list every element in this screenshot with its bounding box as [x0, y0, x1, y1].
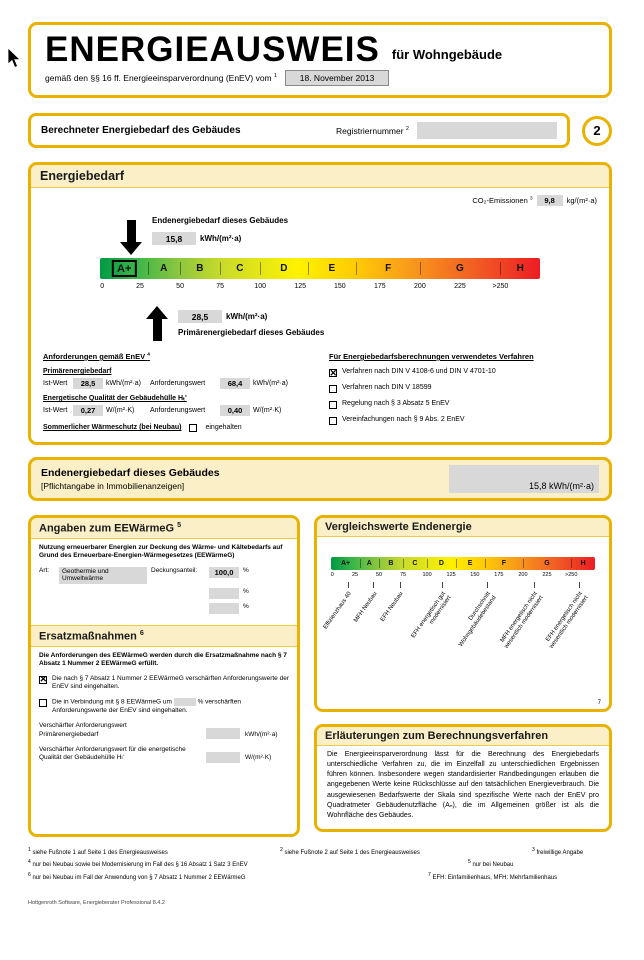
verschaerfter-wert-unit: kWh/(m²·a) [245, 730, 278, 738]
footnote: $^7$ EFH: Einfamilienhaus, MFH: Mehrfamilienhaus [428, 871, 558, 881]
energy-class: H [580, 560, 586, 567]
vergleichswerte-panel [314, 515, 612, 712]
energy-class: G [544, 560, 550, 567]
art-label: Art: [39, 566, 50, 574]
vergleich-marker [487, 582, 488, 588]
percent-field[interactable] [174, 698, 196, 706]
endbar-title: Endenergiebedarf dieses Gebäudes [41, 467, 220, 479]
verschaerfter-wert-row [39, 722, 289, 739]
anforderungen-title: Anforderungen gemäß EnEV $^4$ [43, 352, 150, 361]
vergleich-marker [373, 582, 374, 588]
footnote: $^5$ nur bei Neubau [468, 859, 514, 869]
anforderungswert-unit: kWh/(m²·a) [253, 380, 288, 387]
art-field[interactable]: Geothermie und Umweltwärme [59, 567, 147, 585]
sommerlicher-waermeschutz-row [43, 421, 315, 434]
scale-tick: >250 [492, 283, 509, 290]
eewaermeg-intro: Nutzung erneuerbarer Energien zur Deckung des Wärme- und Kältebedarfs auf Grund des Erneuerbare-Energien-Wärmegesetzes (EEWärmeG) [39, 543, 283, 560]
scale-separator [260, 262, 261, 275]
anforderungen-section [43, 352, 315, 434]
scale-tick: >250 [565, 572, 578, 578]
scale-separator [485, 559, 486, 568]
verschaerfter-wert-field[interactable] [206, 752, 240, 763]
primary-energy-arrow-icon [146, 306, 168, 341]
energy-class: D [438, 560, 444, 567]
gebaeudehuelle-row [43, 405, 315, 416]
verschaerfter-wert-row [39, 746, 289, 763]
endbar-value-field[interactable]: 15,8 kWh/(m²·a) [449, 465, 599, 493]
mouse-cursor-icon [7, 48, 23, 70]
scale-tick: 100 [422, 572, 432, 578]
sommerlicher-waermeschutz-heading: Sommerlicher Wärmeschutz (bei Neubau) [43, 424, 182, 431]
scale-separator [523, 559, 524, 568]
scale-tick: 125 [446, 572, 456, 578]
energy-class: H [516, 263, 524, 274]
ersatzmassnahmen-title: Ersatzmaßnahmen $^6$ [31, 625, 297, 647]
energy-class: B [388, 560, 394, 567]
energy-class: C [236, 263, 244, 274]
scale-tick: 175 [373, 283, 386, 290]
anforderungswert-unit: W/(m²·K) [253, 407, 282, 414]
ersatz-option [39, 675, 289, 692]
percent-unit: % [243, 603, 249, 611]
footnotes [28, 847, 612, 882]
vergleich-label: MFH energetisch nicht wesentlich modernisiert [499, 591, 545, 650]
energy-class: A+ [340, 560, 351, 567]
eingehalten-checkbox[interactable] [189, 424, 197, 432]
energy-class: D [280, 263, 288, 274]
energy-class: A [366, 560, 372, 567]
energy-scale [100, 210, 540, 350]
software-credit: Hottgenroth Software, Energieberater Professional 8.4.2 [28, 900, 165, 907]
energiebedarf-panel [28, 162, 612, 445]
energy-class: B [196, 263, 204, 274]
erlaeuterungen-body: Die Energieeinsparverordnung lässt für die Berechnung des Energiebedarfs unterschiedliche Verfahren zu, die im Einzelfall zu unterschiedlichen Ergebnissen führen können. Insbesondere wegen standardisierter Randbedingungen erlauben die angegebenen Werte keine Rückschlüsse auf den tatsächlichen Energieverbrauch. Die ausgewiesenen Bedarfswerte der Skala sind spezifische Werte nach der EnEV pro Quadratmeter Gebäudenutzfläche (Aₙ), die im Allgemeinen größer ist als die Wohnfläche des Gebäudes. [327, 751, 599, 819]
scale-tick: 50 [375, 572, 383, 578]
ersatz-checkbox[interactable] [39, 699, 47, 707]
scale-tick: 225 [454, 283, 466, 290]
verschaerfter-wert-field[interactable] [206, 728, 240, 739]
energy-class-a-plus-highlighted: A+ [112, 260, 136, 277]
scale-separator [571, 559, 572, 568]
scale-tick: 75 [400, 572, 407, 578]
energy-class: F [501, 560, 507, 567]
footnote: $^4$ nur bei Neubau sowie bei Modernisierung im Fall des § 16 Absatz 1 Satz 3 EnEV [28, 859, 248, 869]
gebaeudehuelle-heading: Energetische Qualität der Gebäudehülle Hₜ' [43, 395, 187, 402]
primary-energy-unit: kWh/(m²·a) [226, 312, 268, 321]
verschaerfter-wert-unit: W/(m²·K) [245, 754, 272, 762]
vergleich-footnote: 7 [597, 700, 601, 706]
vergleich-marker [534, 582, 535, 588]
ersatz-option [39, 698, 289, 716]
footnote: $^6$ nur bei Neubau im Fall der Anwendung von § 7 Absatz 1 Nummer 2 EEWärmeG [28, 871, 246, 881]
scale-separator [500, 262, 501, 275]
vergleich-marker-row [331, 582, 595, 588]
verfahren-section [329, 352, 597, 434]
scale-tick: 175 [494, 572, 504, 578]
footnote: $^2$ siehe Fußnote 2 auf Seite 1 des Energieausweises [280, 847, 420, 856]
deckungsanteil-field[interactable]: 100,0 [209, 567, 239, 578]
nutzung-row [39, 588, 289, 599]
co2-emissions-row [41, 192, 599, 206]
registration-number-label: Registriernummer $^2$ [336, 125, 409, 136]
registration-bar [28, 113, 570, 148]
verschaerfter-wert-label: Verschärfter Anforderungswert Primärenergiebedarf [39, 722, 127, 738]
header-box [28, 22, 612, 98]
registration-number-field[interactable] [417, 122, 557, 139]
vergleich-tick-row [331, 572, 595, 579]
scale-tick: 150 [333, 283, 346, 290]
percent-unit: % [243, 566, 249, 574]
endenergiebedarf-bar [28, 457, 612, 501]
document-title: ENERGIEAUSWEIS [45, 30, 380, 69]
scale-tick-row [100, 283, 540, 292]
endbar-subtitle: [Pflichtangabe in Immobilienanzeigen] [41, 481, 185, 491]
energy-class: E [467, 560, 473, 567]
scale-tick: 0 [330, 572, 334, 578]
energieausweis-page [28, 22, 612, 906]
scale-tick: 25 [136, 283, 144, 290]
anforderungswert-field[interactable]: 0,40 [220, 405, 250, 416]
co2-label: CO₂-Emissionen $^3$ [472, 196, 533, 205]
verfahren-option [329, 368, 597, 377]
document-subtitle: für Wohngebäude [391, 47, 503, 62]
verfahren-option-label: Regelung nach § 3 Absatz 5 EnEV [342, 400, 450, 407]
issue-date-field[interactable]: 18. November 2013 [285, 70, 389, 86]
deckungsanteil-field[interactable] [209, 588, 239, 599]
scale-separator [308, 262, 309, 275]
verfahren-checkbox[interactable] [329, 369, 337, 377]
anforderungswert-field[interactable]: 68,4 [220, 378, 250, 389]
primary-energy-label: Primärenergiebedarf dieses Gebäudes [178, 328, 325, 337]
verfahren-checkbox[interactable] [329, 385, 337, 393]
vergleich-label: EFH energetisch nicht wesentlich modernisiert [545, 591, 590, 650]
energy-class: A [160, 263, 168, 274]
ist-wert-label: Ist-Wert [43, 380, 68, 387]
page-number-badge: 2 [582, 116, 612, 146]
vergleich-scale-band [331, 557, 595, 570]
vergleich-title: Vergleichswerte Endenergie [317, 518, 609, 537]
vergleich-label: EFH Neubau [379, 591, 405, 623]
erlaeuterungen-panel [314, 724, 612, 832]
anforderungswert-label: Anforderungswert [150, 380, 206, 387]
scale-separator [427, 559, 428, 568]
scale-separator [148, 262, 149, 275]
scale-separator [403, 559, 404, 568]
deckungsanteil-label: Deckungsanteil: [151, 566, 198, 574]
verfahren-option-label: Verfahren nach DIN V 4108-6 und DIN V 4701-10 [342, 368, 496, 375]
law-reference-text: gemäß den §§ 16 ff. Energieeinsparverordnung (EnEV) vom $^1$ [45, 73, 278, 83]
scale-tick: 200 [414, 283, 426, 290]
ist-wert-field[interactable]: 0,27 [73, 405, 103, 416]
verfahren-option [329, 384, 597, 393]
scale-tick: 200 [518, 572, 528, 578]
ersatz-checkbox[interactable] [39, 676, 47, 684]
ist-wert-unit: kWh/(m²·a) [106, 380, 141, 387]
footnote: $^3$ freiwillige Angabe [532, 847, 584, 856]
vergleich-marker [579, 582, 580, 588]
energy-class: C [412, 560, 418, 567]
primaerenergiebedarf-heading: Primärenergiebedarf [43, 368, 112, 375]
erlaeuterungen-title: Erläuterungen zum Berechnungsverfahren [317, 727, 609, 746]
ist-wert-label: Ist-Wert [43, 407, 68, 414]
ist-wert-unit: W/(m²·K) [106, 407, 135, 414]
scale-separator [220, 262, 221, 275]
scale-separator [420, 262, 421, 275]
verfahren-option-label: Vereinfachungen nach § 9 Abs. 2 EnEV [342, 416, 465, 423]
primary-energy-value-field[interactable]: 28,5 [178, 310, 222, 323]
end-energy-arrow-icon [120, 220, 142, 255]
ersatzmassnahmen-intro: Die Anforderungen des EEWärmeG werden durch die Ersatzmaßnahme nach § 7 Absatz 1 Nummer 2 EEWärmeG erfüllt. [39, 651, 287, 668]
vergleich-marker [400, 582, 401, 588]
end-energy-unit: kWh/(m²·a) [200, 234, 242, 243]
ersatz-option-label: Die in Verbindung mit § 8 EEWärmeG um % verschärften Anforderungswerte der EnEV sind eingehalten. [52, 698, 241, 714]
deckungsanteil-field[interactable] [209, 603, 239, 614]
ist-wert-field[interactable]: 28,5 [73, 378, 103, 389]
eewaermeg-panel [28, 515, 300, 837]
verschaerfter-wert-label: Verschärfter Anforderungswert für die energetische Qualität der Gebäudehülle Hₜ' [39, 746, 186, 762]
scale-tick: 100 [254, 283, 266, 290]
energy-class: G [456, 263, 464, 274]
scale-tick: 50 [176, 283, 184, 290]
vergleich-label: Durchschnitt Wohngebäudebestand [457, 591, 498, 648]
vergleich-marker [442, 582, 443, 588]
scale-tick: 25 [351, 572, 359, 578]
verfahren-option [329, 400, 597, 409]
vergleich-marker [348, 582, 349, 588]
verfahren-option-label: Verfahren nach DIN V 18599 [342, 384, 432, 391]
percent-unit: % [243, 588, 249, 596]
scale-tick: 225 [542, 572, 552, 578]
verfahren-title: Für Energiebedarfsberechnungen verwendetes Verfahren [329, 352, 534, 361]
end-energy-value-field[interactable]: 15,8 [152, 232, 196, 245]
energiebedarf-panel-title: Energiebedarf [31, 165, 609, 188]
anforderungswert-label: Anforderungswert [150, 407, 206, 414]
scale-tick: 150 [470, 572, 480, 578]
footnote: $^1$ siehe Fußnote 1 auf Seite 1 des Energieausweises [28, 847, 168, 856]
section-title: Berechneter Energiebedarf des Gebäudes [41, 125, 241, 136]
nutzung-row [39, 567, 289, 585]
scale-tick: 75 [216, 283, 225, 290]
verfahren-checkbox[interactable] [329, 401, 337, 409]
scale-tick: 125 [294, 283, 307, 290]
scale-separator [180, 262, 181, 275]
vergleich-label: Effizienzhaus 40 [322, 591, 354, 631]
ersatz-option-label: Die nach § 7 Absatz 1 Nummer 2 EEWärmeG verschärften Anforderungswerte der EnEV sind eingehalten. [52, 674, 289, 691]
end-energy-label: Endenergiebedarf dieses Gebäudes [152, 216, 289, 225]
co2-value-field[interactable]: 9,8 [537, 195, 563, 206]
energy-class: E [328, 263, 336, 274]
verfahren-checkbox[interactable] [329, 417, 337, 425]
energy-class-band [100, 258, 540, 279]
scale-separator [379, 559, 380, 568]
vergleich-label: EFH energetisch gut modernisiert [410, 591, 453, 640]
primaerenergiebedarf-row [43, 378, 315, 389]
energy-class: F [385, 263, 392, 274]
verfahren-option [329, 416, 597, 425]
scale-separator [360, 559, 361, 568]
eewaermeg-title: Angaben zum EEWärmeG $^5$ [31, 518, 297, 539]
co2-unit: kg/(m²·a) [566, 196, 597, 205]
eingehalten-label: eingehalten [205, 424, 242, 431]
vergleich-label: MFH Neubau [352, 591, 379, 624]
nutzung-row [39, 603, 289, 614]
scale-tick: 0 [100, 283, 105, 290]
scale-separator [356, 262, 357, 275]
scale-separator [456, 559, 457, 568]
